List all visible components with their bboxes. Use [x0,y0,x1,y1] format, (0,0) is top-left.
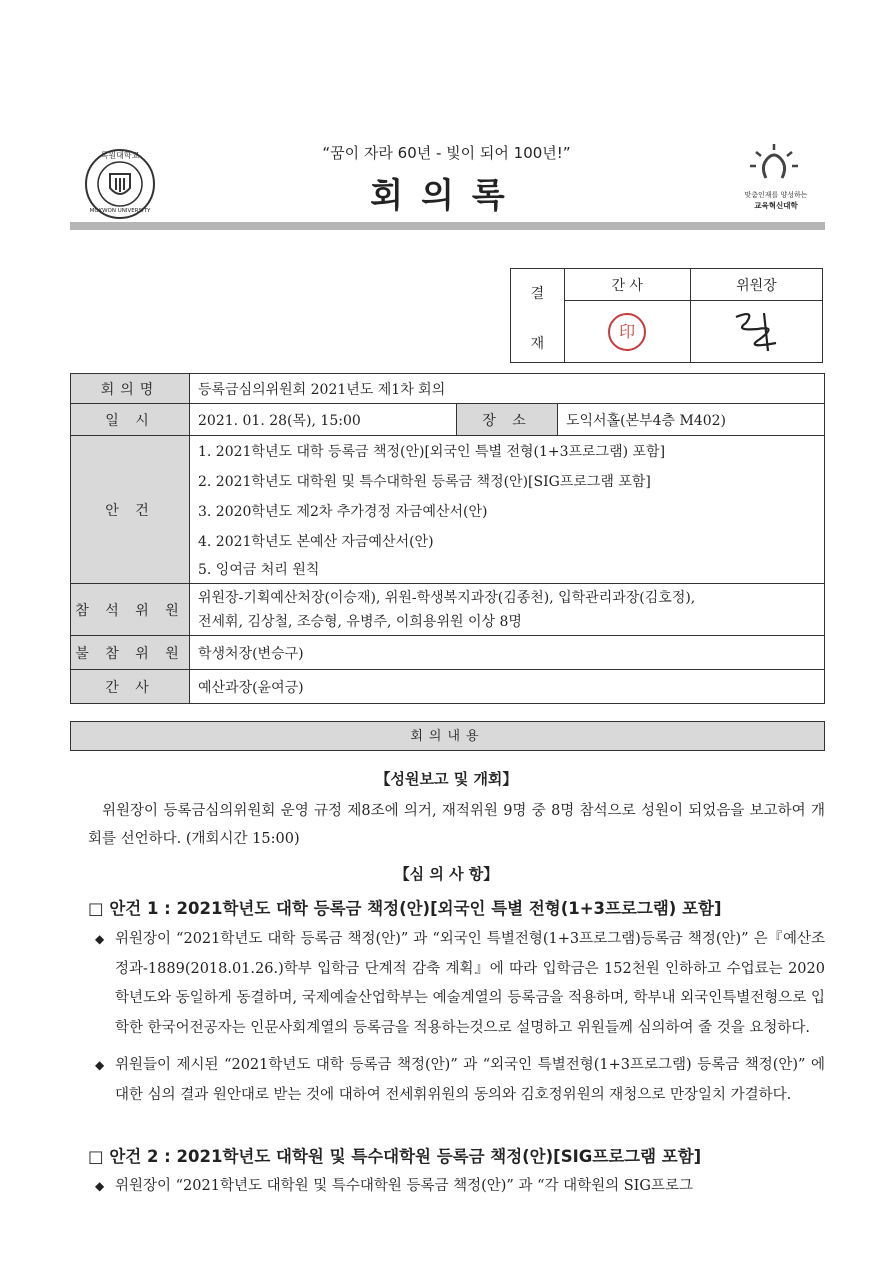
red-seal-stamp: 印 [608,313,646,351]
bullet-text: 위원장이 “2021학년도 대학원 및 특수대학원 등록금 책정(안)” 과 “각 대학원의 SIG프로그 [115,1178,694,1194]
agenda-item-1-bullet-1 [95,925,825,1043]
approval-box [510,268,823,363]
agenda-label: 안 건 [71,436,190,584]
diamond-bullet-icon: ◆ [95,932,105,946]
absent-label: 불 참 위 원 [71,636,190,670]
right-logo-line1: 맞춤인재를 양성하는 [744,191,808,199]
heading-quorum: 【성원보고 및 개회】 [375,770,518,788]
slogan: “꿈이 자라 60년 - 빛이 되어 100년!” [322,144,571,162]
quorum-paragraph [88,797,825,853]
agenda-item: 4. 2021학년도 본예산 자금예산서(안) [198,533,434,550]
right-logo-line2: 교육혁신대학 [754,201,798,210]
header-divider [70,222,825,230]
meeting-name: 등록금심의위원회 2021년도 제1차 회의 [190,374,825,404]
absent-members: 학생처장(변승구) [190,636,825,670]
meeting-info-table [70,373,825,704]
chair-signature-cell [690,301,822,363]
seal-text-top: 목원대학교 [100,151,140,160]
agenda-item: 1. 2021학년도 대학 등록금 책정(안)[외국인 특별 전형(1+3프로그램) 포함] [198,443,666,460]
bullet-text: 위원들이 제시된 “2021학년도 대학 등록금 책정(안)” 과 “외국인 특별전형(1+3프로그램) 등록금 책정(안)” 에 대한 심의 결과 원안대로 받는 것에 대하여 전세휘위원의 동의와 김호정위원의 재청으로 만장일치 가결하다. [115,1057,825,1103]
agenda-item: 5. 잉여금 처리 원칙 [198,561,320,578]
lightbulb-logo-icon [746,142,802,186]
approval-label-bottom: 재 [530,335,545,352]
seal-text-bottom: MOKWON UNIVERSITY [89,208,151,214]
page-title: 회의록 [370,176,523,216]
heading-deliberation: 【심 의 사 항】 [394,865,499,883]
attendees-line1: 위원장-기획예산처장(이승재), 위원-학생복지과장(김종천), 입학관리과장(김호정), [198,589,696,606]
diamond-bullet-icon: ◆ [95,1058,105,1072]
approval-header-secretary: 간 사 [564,269,690,301]
quorum-paragraph-text: 위원장이 등록금심의위원회 운영 규정 제8조에 의거, 재적위원 9명 중 8명 참석으로 성원이 되었음을 보고하여 개회를 선언하다. (개회시간 15:00) [88,803,825,847]
agenda-item-2-bullet-1 [95,1172,825,1202]
meeting-place: 도익서홀(본부4층 M402) [558,404,825,436]
agenda-item: 3. 2020학년도 제2차 추가경정 자금예산서(안) [198,503,488,520]
meeting-date: 2021. 01. 28(목), 15:00 [190,404,457,436]
chair-signature [716,305,796,355]
agenda-item: 2. 2021학년도 대학원 및 특수대학원 등록금 책정(안)[SIG프로그램 포함] [198,473,651,490]
agenda-item-2-title: □ 안건 2 : 2021학년도 대학원 및 특수대학원 등록금 책정(안)[SIG프로그램 포함] [88,1147,702,1166]
agenda-item-1-title: □ 안건 1 : 2021학년도 대학 등록금 책정(안)[외국인 특별 전형(1+3프로그램) 포함] [88,899,722,918]
attendees [190,584,825,636]
section-title: 회의내용 [70,721,825,751]
secretary-label: 간 사 [71,670,190,704]
attendees-label: 참 석 위 원 [71,584,190,636]
approval-header-chair: 위원장 [690,269,822,301]
agenda-list [190,436,825,584]
secretary-name: 예산과장(윤여긍) [190,670,825,704]
date-label: 일 시 [71,404,190,436]
place-label: 장 소 [457,404,558,436]
approval-label-top: 결 [530,285,545,302]
diamond-bullet-icon: ◆ [95,1179,105,1193]
agenda-item-1-bullet-2 [95,1051,825,1110]
bullet-text: 위원장이 “2021학년도 대학 등록금 책정(안)” 과 “외국인 특별전형(1+3프로그램)등록금 책정(안)” 은『예산조정과-1889(2018.01.26.)학부 입학금 단계적 감축 계획』에 따라 입학금은 152천원 인하하고 수업료는 2020학년도와 동일하게 동결하며, 국제예술산업학부는 예술계열의 등록금을 적용하며, 학부내 외국인특별전형으로 입학한 한국어전공자는 인문사회계열의 등록금을 적용하는것으로 설명하고 위원들께 심의하여 줄 것을 요청하다. [115,931,825,1036]
secretary-seal-cell [564,301,690,363]
attendees-line2: 전세휘, 김상철, 조승형, 유병주, 이희용위원 이상 8명 [198,613,522,630]
meeting-name-label: 회의명 [71,374,190,404]
